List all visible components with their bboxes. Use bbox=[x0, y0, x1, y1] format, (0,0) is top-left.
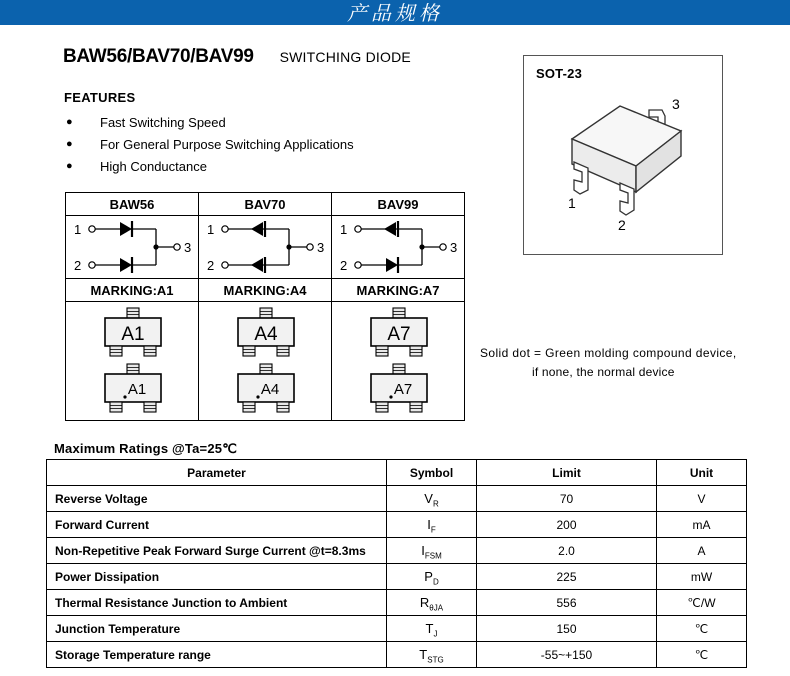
table-row bbox=[47, 590, 747, 616]
package-drawing-wrapper bbox=[199, 302, 331, 420]
pin2-terminal bbox=[88, 262, 94, 268]
diode1-triangle bbox=[384, 222, 396, 236]
marking-cell: MARKING:A1 bbox=[66, 279, 199, 302]
package-drawing-cell bbox=[332, 302, 465, 421]
table-row-package-drawings bbox=[66, 302, 465, 421]
limit-cell: 200 bbox=[477, 512, 657, 538]
limit-cell: 556 bbox=[477, 590, 657, 616]
table-row-device-names bbox=[66, 193, 465, 216]
green-compound-solid-dot bbox=[256, 395, 259, 398]
package-drawing-cell bbox=[199, 302, 332, 421]
pin3-lead bbox=[127, 364, 139, 374]
package-bottom-with-dot bbox=[105, 364, 161, 412]
parameter-cell: Storage Temperature range bbox=[47, 642, 387, 668]
table-row bbox=[47, 512, 747, 538]
mark-code-text: A1 bbox=[121, 324, 145, 345]
product-type-label: SWITCHING DIODE bbox=[279, 49, 411, 65]
diode2-triangle bbox=[251, 258, 263, 272]
pin1-label: 1 bbox=[339, 222, 347, 237]
pin1-lead bbox=[110, 346, 122, 356]
symbol-main: T bbox=[425, 621, 434, 636]
diode-schematic-diagram bbox=[336, 218, 461, 276]
pin2-label: 2 bbox=[339, 258, 347, 273]
parameter-cell: Junction Temperature bbox=[47, 616, 387, 642]
mark-code-text: A4 bbox=[254, 324, 278, 345]
bullet-icon: ● bbox=[66, 137, 73, 150]
symbol-main: I bbox=[421, 543, 425, 558]
marking-cell: MARKING:A7 bbox=[332, 279, 465, 302]
package-marking-diagram bbox=[359, 306, 437, 416]
column-header-symbol: Symbol bbox=[387, 460, 477, 486]
table-row bbox=[47, 564, 747, 590]
pin1-lead bbox=[376, 402, 388, 412]
unit-cell: ℃/W bbox=[657, 590, 747, 616]
package-drawing-wrapper bbox=[332, 302, 464, 420]
pin2-label: 2 bbox=[206, 258, 214, 273]
feature-label: High Conductance bbox=[100, 158, 207, 174]
diode-schematic-diagram bbox=[203, 218, 328, 276]
maximum-ratings-table bbox=[46, 459, 747, 668]
list-item bbox=[64, 155, 464, 177]
mark-code-text: A7 bbox=[387, 324, 411, 345]
parameter-cell: Non-Repetitive Peak Forward Surge Current @t=8.3ms bbox=[47, 538, 387, 564]
device-name-cell: BAV99 bbox=[332, 193, 465, 216]
symbol-subscript: FSM bbox=[424, 551, 442, 561]
symbol-cell bbox=[387, 564, 477, 590]
symbol-main: V bbox=[424, 491, 433, 506]
bullet-icon: ● bbox=[66, 115, 73, 128]
pin1-lead bbox=[243, 346, 255, 356]
package-top-no-dot bbox=[371, 308, 427, 356]
pin2-lead bbox=[410, 402, 422, 412]
pin2-terminal bbox=[354, 262, 360, 268]
pin3-label: 3 bbox=[183, 240, 191, 255]
features-heading: FEATURES bbox=[64, 90, 136, 105]
mark-code-text: A4 bbox=[260, 381, 280, 398]
pin1-lead bbox=[243, 402, 255, 412]
parameter-cell: Power Dissipation bbox=[47, 564, 387, 590]
package-outline-box bbox=[523, 55, 723, 255]
symbol-subscript: R bbox=[432, 499, 439, 509]
unit-cell: ℃ bbox=[657, 616, 747, 642]
pin3-lead bbox=[260, 308, 272, 318]
pin2-lead bbox=[277, 346, 289, 356]
pin1-lead bbox=[376, 346, 388, 356]
schematic-cell-baw56 bbox=[66, 216, 199, 279]
limit-cell: 150 bbox=[477, 616, 657, 642]
parameter-cell: Reverse Voltage bbox=[47, 486, 387, 512]
pin1-terminal bbox=[354, 226, 360, 232]
package-marking-diagram bbox=[226, 306, 304, 416]
unit-cell: mA bbox=[657, 512, 747, 538]
symbol-subscript: F bbox=[430, 525, 436, 535]
diode-schematic-diagram bbox=[70, 218, 195, 276]
mark-code-text: A7 bbox=[393, 381, 413, 398]
solid-dot-note bbox=[480, 344, 780, 382]
unit-cell: ℃ bbox=[657, 642, 747, 668]
note-line-2: if none, the normal device bbox=[532, 365, 675, 379]
table-row bbox=[47, 486, 747, 512]
feature-label: For General Purpose Switching Applications bbox=[100, 136, 354, 152]
table-row bbox=[47, 616, 747, 642]
pin1-lead bbox=[110, 402, 122, 412]
symbol-subscript: D bbox=[432, 577, 439, 587]
pin1-lead-3d bbox=[574, 162, 588, 194]
symbol-main: P bbox=[424, 569, 433, 584]
symbol-subscript: STG bbox=[427, 655, 444, 665]
pin2-label: 2 bbox=[73, 258, 81, 273]
table-row bbox=[47, 538, 747, 564]
symbol-subscript: θJA bbox=[429, 603, 444, 613]
part-numbers-title: BAW56/BAV70/BAV99 bbox=[63, 46, 254, 67]
pin1-label: 1 bbox=[73, 222, 81, 237]
pin3-label: 3 bbox=[316, 240, 324, 255]
column-header-unit: Unit bbox=[657, 460, 747, 486]
column-header-limit: Limit bbox=[477, 460, 657, 486]
feature-label: Fast Switching Speed bbox=[100, 114, 226, 130]
mark-code-text: A1 bbox=[127, 381, 147, 398]
pin2-lead bbox=[144, 402, 156, 412]
document-title-row bbox=[63, 46, 411, 68]
sot23-3d-package-drawing bbox=[544, 84, 709, 234]
pin1-terminal bbox=[88, 226, 94, 232]
maximum-ratings-heading: Maximum Ratings @Ta=25℃ bbox=[54, 441, 237, 456]
table-row bbox=[47, 642, 747, 668]
table-header-row bbox=[47, 460, 747, 486]
green-compound-solid-dot bbox=[389, 395, 392, 398]
limit-cell: 2.0 bbox=[477, 538, 657, 564]
package-drawing-cell bbox=[66, 302, 199, 421]
pin3-lead bbox=[393, 364, 405, 374]
package-marking-diagram bbox=[93, 306, 171, 416]
schematic-cell-bav99 bbox=[332, 216, 465, 279]
bullet-icon: ● bbox=[66, 159, 73, 172]
list-item bbox=[64, 133, 464, 155]
package-drawing-wrapper bbox=[66, 302, 198, 420]
diode1-triangle bbox=[120, 222, 132, 236]
package-bottom-with-dot bbox=[238, 364, 294, 412]
green-compound-solid-dot bbox=[123, 395, 126, 398]
pin3-lead bbox=[127, 308, 139, 318]
symbol-cell bbox=[387, 590, 477, 616]
unit-cell: A bbox=[657, 538, 747, 564]
symbol-cell bbox=[387, 538, 477, 564]
pin2-lead bbox=[277, 402, 289, 412]
pin2-lead bbox=[144, 346, 156, 356]
device-name-cell: BAW56 bbox=[66, 193, 199, 216]
pin3-label: 3 bbox=[449, 240, 457, 255]
page-header-banner bbox=[0, 0, 790, 25]
pin1-terminal bbox=[221, 226, 227, 232]
symbol-cell bbox=[387, 616, 477, 642]
symbol-cell bbox=[387, 486, 477, 512]
limit-cell: 70 bbox=[477, 486, 657, 512]
schematic-wrapper bbox=[199, 216, 331, 278]
device-name-cell: BAV70 bbox=[199, 193, 332, 216]
symbol-cell bbox=[387, 642, 477, 668]
note-line-1: Solid dot = Green molding compound device, bbox=[480, 346, 737, 360]
package-top-no-dot bbox=[105, 308, 161, 356]
pin1-label: 1 bbox=[206, 222, 214, 237]
limit-cell: -55~+150 bbox=[477, 642, 657, 668]
package-top-no-dot bbox=[238, 308, 294, 356]
symbol-main: R bbox=[419, 595, 430, 610]
symbol-main: I bbox=[427, 517, 431, 532]
pin3-terminal bbox=[306, 244, 312, 250]
pin3-lead bbox=[260, 364, 272, 374]
device-configuration-table bbox=[65, 192, 465, 421]
parameter-cell: Thermal Resistance Junction to Ambient bbox=[47, 590, 387, 616]
unit-cell: mW bbox=[657, 564, 747, 590]
schematic-cell-bav70 bbox=[199, 216, 332, 279]
diode2-triangle bbox=[120, 258, 132, 272]
pin1-number-label: 1 bbox=[568, 195, 576, 211]
schematic-wrapper bbox=[66, 216, 198, 278]
package-bottom-with-dot bbox=[371, 364, 427, 412]
package-type-label: SOT-23 bbox=[536, 66, 582, 81]
pin3-number-label: 3 bbox=[672, 96, 680, 112]
pin2-number-label: 2 bbox=[618, 217, 626, 233]
pin3-terminal bbox=[173, 244, 179, 250]
table-row-markings bbox=[66, 279, 465, 302]
unit-cell: V bbox=[657, 486, 747, 512]
column-header-parameter: Parameter bbox=[47, 460, 387, 486]
pin2-lead bbox=[410, 346, 422, 356]
banner-title: 产品规格 bbox=[347, 0, 443, 25]
symbol-main: T bbox=[419, 647, 428, 662]
diode1-triangle bbox=[251, 222, 263, 236]
symbol-cell bbox=[387, 512, 477, 538]
parameter-cell: Forward Current bbox=[47, 512, 387, 538]
marking-cell: MARKING:A4 bbox=[199, 279, 332, 302]
limit-cell: 225 bbox=[477, 564, 657, 590]
pin3-terminal bbox=[439, 244, 445, 250]
diode2-triangle bbox=[386, 258, 398, 272]
pin2-terminal bbox=[221, 262, 227, 268]
table-row-schematics bbox=[66, 216, 465, 279]
list-item bbox=[64, 111, 464, 133]
symbol-subscript: J bbox=[433, 629, 438, 639]
features-section bbox=[64, 90, 464, 177]
pin2-lead-3d bbox=[620, 183, 634, 215]
schematic-wrapper bbox=[332, 216, 464, 278]
pin3-lead bbox=[393, 308, 405, 318]
